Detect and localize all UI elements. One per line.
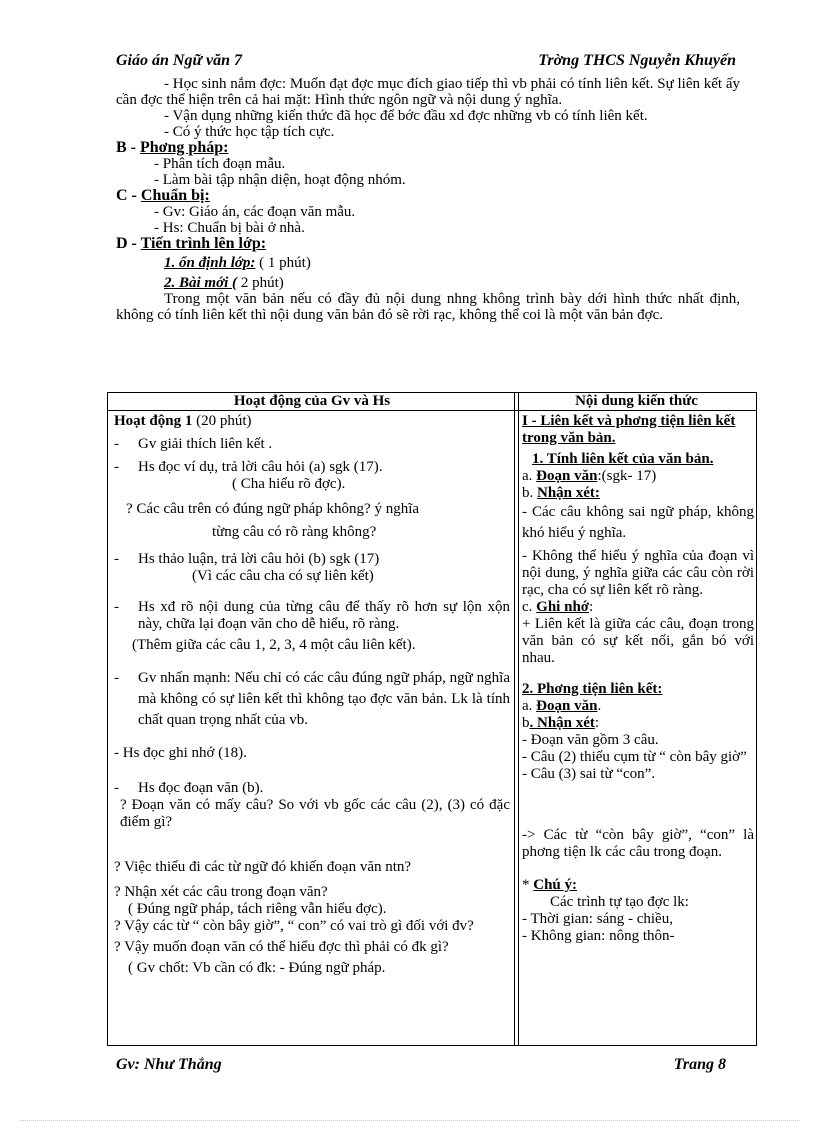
left-line: - Gv nhấn mạnh: Nếu chỉ có các câu đúng ngữ pháp, ngữ nghĩa mà không có sự liên kết thì không tạo đợc văn bản. Lk là tính chất quan trọng nhất của vb. (114, 668, 510, 731)
left-question: ? Đoạn văn có mấy câu? So với vb gốc các câu (2), (3) có đặc điểm gì? (120, 797, 510, 830)
lesson-body (116, 76, 740, 323)
step-1 (116, 255, 740, 271)
content-label: b. (522, 485, 537, 501)
content-line (522, 485, 754, 502)
column-divider (518, 393, 519, 1045)
left-question: ? Việc thiếu đi các từ ngữ đó khiến đoạn văn ntn? (114, 859, 412, 875)
page-bottom-divider (20, 1120, 800, 1121)
footer-page-number: Trang 8 (673, 1056, 726, 1073)
content-line-text: : (594, 715, 600, 731)
content-line: Các trình tự tạo đợc lk: (550, 894, 689, 910)
content-label: Đoạn văn (536, 468, 598, 484)
content-line-text: . (597, 698, 602, 714)
activities-column (114, 413, 510, 977)
content-line: - Câu (2) thiếu cụm từ “ còn bây giờ” (522, 749, 747, 765)
section-c-item-2: - Hs: Chuẩn bị bài ở nhà. (154, 220, 305, 236)
column-divider (514, 393, 515, 1045)
activity-title: Hoạt động 1 (114, 413, 193, 429)
step-1-time: ( 1 phút) (255, 255, 311, 271)
left-line: (Thêm giữa các câu 1, 2, 3, 4 một câu liên kết). (132, 637, 416, 653)
content-line: - Thời gian: sáng - chiều, (522, 911, 673, 927)
content-subheading: 1. Tính liên kết của văn bản. (532, 451, 714, 467)
section-c-title: Chuẩn bị: (140, 187, 210, 204)
header-subject: Giáo án Ngữ văn 7 (116, 52, 243, 69)
left-question: ( Đúng ngữ pháp, tách riêng vẫn hiểu đợc). (128, 901, 387, 917)
page-footer (116, 1056, 726, 1078)
left-question: ? Vậy các từ “ còn bây giờ”, “ con” có vai trò gì đối với đv? (114, 918, 474, 934)
header-content: Nội dung kiến thức (575, 393, 698, 409)
header-school: Trờng THCS Nguyễn Khuyến (538, 52, 736, 69)
left-question: từng câu có rõ ràng không? (212, 524, 377, 540)
step-1-label: 1. ổn định lớp: (164, 255, 256, 271)
intro-paragraph: Trong một văn bản nếu có đầy đủ nội dung nhng không trình bày dới hình thức nhất định, không có tính liên kết thì nội dung văn bản đó sẽ rời rạc, không thể coi là một văn bản đợc. (116, 291, 740, 323)
section-b-title: Phơng pháp: (140, 139, 229, 156)
section-d-prefix: D - (116, 235, 141, 252)
section-d-heading (116, 236, 740, 252)
left-line: - Hs đọc đoạn văn (b). (114, 780, 510, 797)
content-label: Nhận xét: (537, 485, 600, 501)
objective-3: - Có ý thức học tập tích cực. (164, 124, 335, 140)
content-line (522, 599, 754, 616)
left-question: ? Nhận xét các câu trong đoạn văn? (114, 884, 328, 900)
section-c-heading (116, 188, 740, 204)
left-line: ( Cha hiểu rõ đợc). (232, 476, 346, 492)
content-line-text: :(sgk- 17) (597, 468, 657, 484)
content-line: + Liên kết là giữa các câu, đoạn trong văn bản có sự kết nối, gắn bó với nhau. (522, 616, 754, 666)
content-line: - Không thể hiểu ý nghĩa của đoạn vì nội dung, ý nghĩa giữa các câu còn rời rạc, cha có sự liên kết rõ ràng. (522, 548, 754, 598)
content-subheading: 2. Phơng tiện liên kết: (522, 681, 663, 697)
content-line: -> Các từ “còn bây giờ”, “con” là phơng tiện lk các câu trong đoạn. (522, 827, 754, 860)
objective-1: - Học sinh nắm đợc: Muốn đạt đợc mục đích giao tiếp thì vb phải có tính liên kết. Sự liên kết ấy cần đợc thể hiện trên cả hai mặt: Hình thức ngôn ngữ và nội dung ý nghĩa. (116, 76, 740, 108)
content-label: Ghi nhớ (536, 599, 590, 615)
content-line (522, 715, 754, 732)
section-c-prefix: C - (116, 187, 141, 204)
content-heading: I - Liên kết và phơng tiện liên kết trong văn bản. (522, 413, 736, 446)
footer-teacher: Gv: Như Thắng (116, 1056, 222, 1073)
table-header-row (108, 393, 756, 411)
content-line (522, 698, 754, 715)
step-2-label: 2. Bài mới ( (164, 275, 238, 291)
objective-2: - Vận dụng những kiến thức đã học để bớc đầu xd đợc những vb có tính liên kết. (164, 108, 648, 124)
header-activities: Hoạt động của Gv và Hs (233, 393, 391, 409)
left-line: - Hs đọc ghi nhớ (18). (114, 745, 247, 761)
left-line: (Vì các câu cha có sự liên kết) (192, 568, 374, 584)
activity-heading (114, 413, 510, 430)
content-line: - Các câu không sai ngữ pháp, không khó hiểu ý nghĩa. (522, 504, 754, 541)
content-line (522, 468, 754, 485)
section-b-heading (116, 140, 740, 156)
content-label: a. (522, 698, 537, 714)
content-line (522, 877, 754, 894)
section-b-prefix: B - (116, 139, 140, 156)
content-label: b (522, 715, 530, 731)
lesson-table (107, 392, 757, 1046)
left-question: ( Gv chốt: Vb cần có đk: - Đúng ngữ pháp. (128, 960, 386, 976)
content-line: - Không gian: nông thôn- (522, 928, 675, 944)
content-label: c. (522, 599, 537, 615)
left-line: - Hs xđ rõ nội dung của từng câu để thấy rõ hơn sự lộn xộn này, chữa lại đoạn văn cho dễ hiểu, rõ ràng. (114, 599, 510, 633)
content-label: . Nhận xét (529, 715, 595, 731)
activity-time: (20 phút) (192, 413, 252, 429)
content-label: a. (522, 468, 537, 484)
section-c-item-1: - Gv: Giáo án, các đoạn văn mẫu. (154, 204, 356, 220)
section-d-title: Tiến trình lên lớp: (140, 235, 267, 252)
content-label: Chú ý: (533, 877, 578, 893)
page-header (116, 52, 736, 74)
content-column (522, 413, 754, 945)
content-label: * (522, 877, 534, 893)
section-b-item-1: - Phân tích đoạn mẫu. (154, 156, 286, 172)
content-line: - Câu (3) sai từ “con”. (522, 766, 656, 782)
step-2 (116, 275, 740, 291)
left-question: ? Vậy muốn đoạn văn có thể hiểu đợc thì phải có đk gì? (114, 939, 449, 955)
content-label: Đoạn văn (536, 698, 598, 714)
step-2-time: 2 phút) (237, 275, 284, 291)
content-line-text: : (589, 599, 594, 615)
content-line: - Đoạn văn gồm 3 câu. (522, 732, 659, 748)
left-line: - Hs đọc ví dụ, trả lời câu hỏi (a) sgk (17). (114, 459, 510, 476)
left-line: - Hs thảo luận, trả lời câu hỏi (b) sgk (17) (114, 551, 510, 568)
section-b-item-2: - Làm bài tập nhận diện, hoạt động nhóm. (154, 172, 406, 188)
left-question: ? Các câu trên có đúng ngữ pháp không? ý nghĩa (126, 501, 420, 517)
left-line: - Gv giải thích liên kết . (114, 436, 510, 453)
